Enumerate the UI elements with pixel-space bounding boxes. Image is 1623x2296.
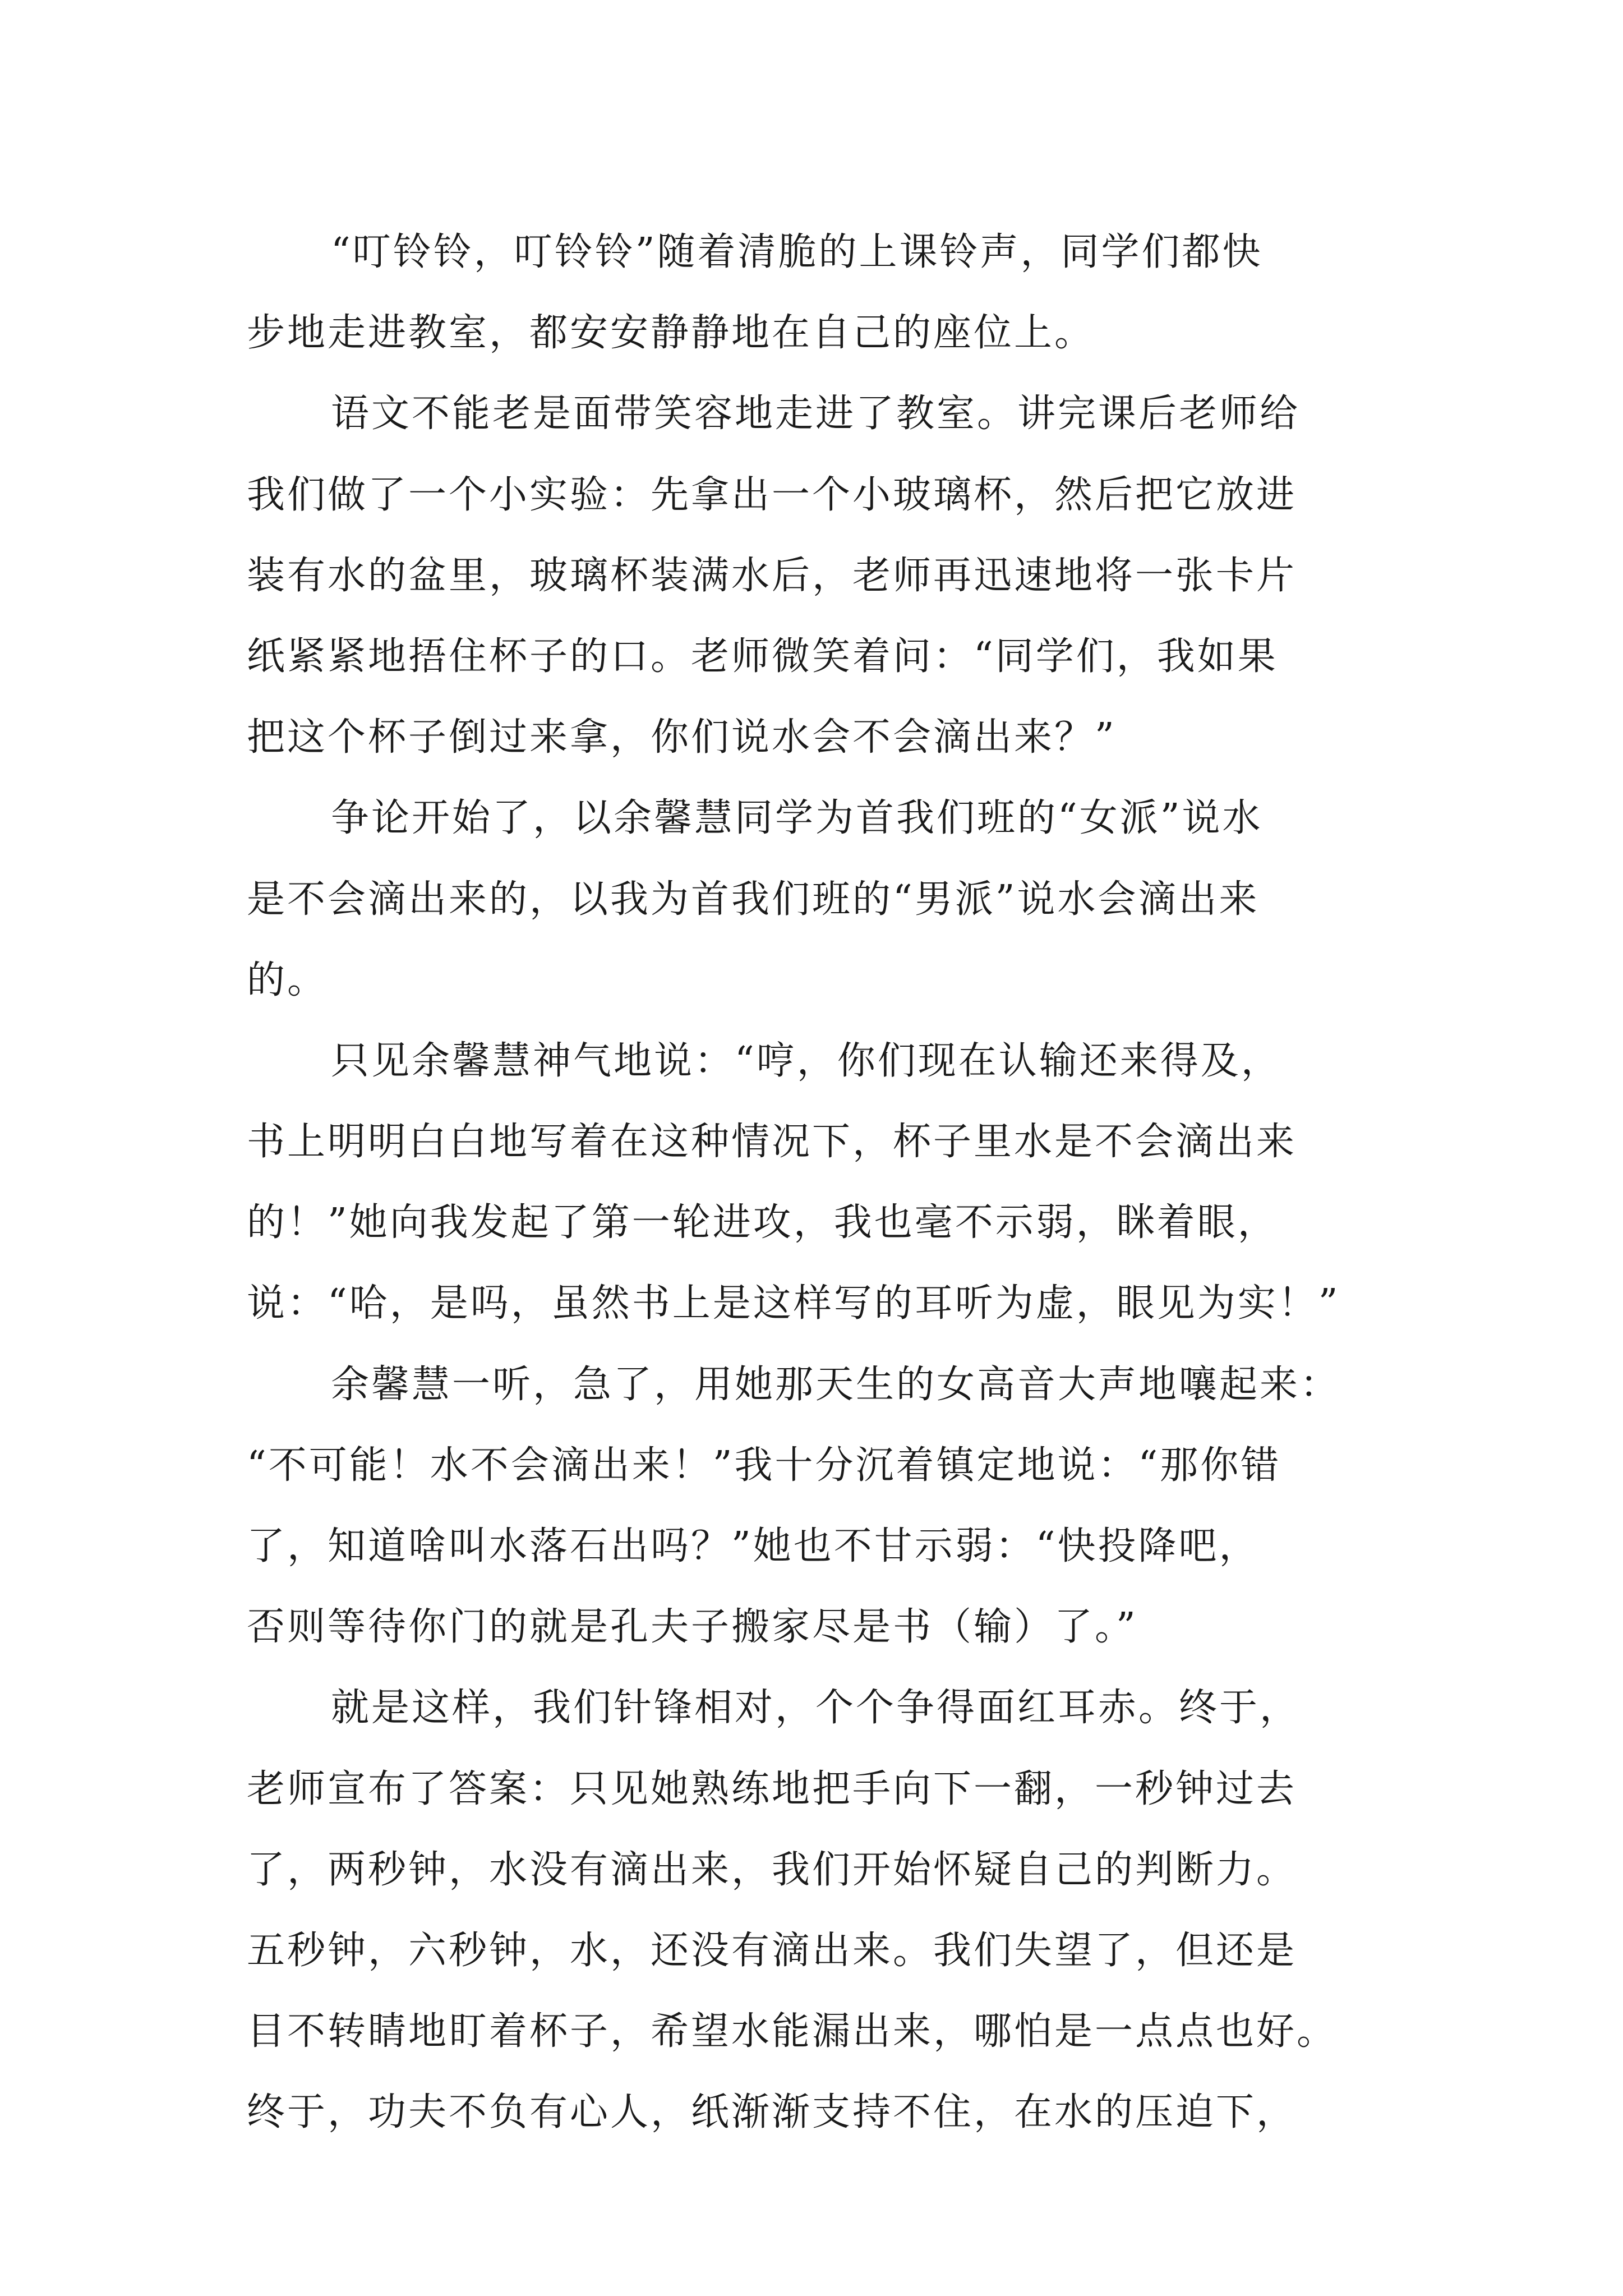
text-line: 了，知道啥叫水落石出吗？”她也不甘示弱：“快投降吧， [247, 1524, 1260, 1568]
text-line: 纸紧紧地捂住杯子的口。老师微笑着问：“同学们，我如果 [247, 634, 1278, 679]
text-line: 的！”她向我发起了第一轮进攻，我也毫不示弱，眯着眼， [247, 1200, 1278, 1245]
text-line: “叮铃铃，叮铃铃”随着清脆的上课铃声，同学们都快 [331, 230, 1263, 274]
text-line: 老师宣布了答案：只见她熟练地把手向下一翻，一秒钟过去 [247, 1766, 1297, 1811]
text-line: 争论开始了，以余馨慧同学为首我们班的“女派”说水 [331, 796, 1263, 841]
text-line: 否则等待你门的就是孔夫子搬家尽是书（输）了。” [247, 1605, 1138, 1650]
text-line: 我们做了一个小实验：先拿出一个小玻璃杯，然后把它放进 [247, 472, 1297, 517]
text-line: 步地走进教室，都安安静静地在自己的座位上。 [247, 311, 1095, 356]
text-line: 五秒钟，六秒钟，水，还没有滴出来。我们失望了，但还是 [247, 1928, 1297, 1973]
text-line: 语文不能老是面带笑容地走进了教室。讲完课后老师给 [331, 392, 1301, 436]
text-line: 书上明明白白地写着在这种情况下，杯子里水是不会滴出来 [247, 1120, 1297, 1165]
text-line: 装有水的盆里，玻璃杯装满水后，老师再迅速地将一张卡片 [247, 553, 1297, 598]
text-line: 终于，功夫不负有心人，纸渐渐支持不住，在水的压迫下， [247, 2090, 1297, 2135]
text-line: 只见余馨慧神气地说：“哼，你们现在认输还来得及， [331, 1038, 1281, 1083]
essay-body [247, 212, 1385, 2154]
text-line: 就是这样，我们针锋相对，个个争得面红耳赤。终于， [331, 1686, 1301, 1731]
text-line: 把这个杯子倒过来拿，你们说水会不会滴出来？” [247, 715, 1117, 760]
text-line: 余馨慧一听，急了，用她那天生的女高音大声地嚷起来： [331, 1362, 1341, 1407]
text-line: 说：“哈，是吗，虽然书上是这样写的耳听为虚，眼见为实！” [247, 1281, 1340, 1326]
text-line: 了，两秒钟，水没有滴出来，我们开始怀疑自己的判断力。 [247, 1847, 1297, 1892]
text-line: 的。 [247, 958, 328, 1002]
text-line: 目不转睛地盯着杯子，希望水能漏出来，哪怕是一点点也好。 [247, 2009, 1338, 2054]
text-line: 是不会滴出来的，以我为首我们班的“男派”说水会滴出来 [247, 877, 1260, 922]
text-line: “不可能！水不会滴出来！”我十分沉着镇定地说：“那你错 [247, 1443, 1281, 1488]
